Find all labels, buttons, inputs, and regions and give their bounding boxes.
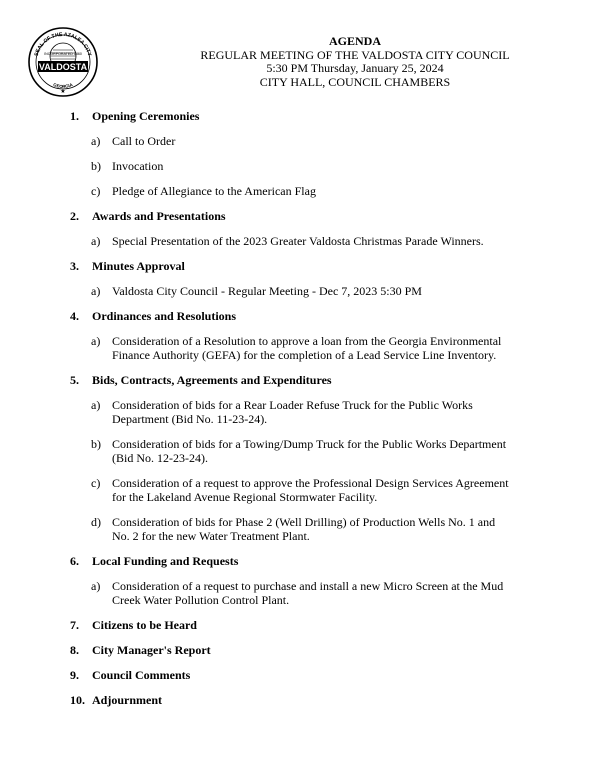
section-title-text: Bids, Contracts, Agreements and Expenditures [92, 373, 332, 387]
agenda-section-title [70, 109, 570, 123]
section-number: 2. [70, 209, 79, 223]
section-title-text: Awards and Presentations [92, 209, 226, 223]
item-letter: c) [91, 184, 101, 198]
agenda-section-title [70, 554, 570, 568]
item-text: Consideration of bids for Phase 2 (Well Drilling) of Production Wells No. 1 and No. 2 for the new Water Treatment Plant. [112, 515, 496, 543]
agenda-section-title [70, 618, 570, 632]
item-letter: b) [91, 437, 101, 451]
seal-incorporated: INCORPORATED 1860 [44, 52, 82, 56]
section-number: 10. [70, 693, 85, 707]
item-letter: a) [91, 334, 101, 348]
agenda-section-title [70, 309, 570, 323]
item-letter: a) [91, 579, 101, 593]
item-letter: a) [91, 234, 101, 248]
item-text: Valdosta City Council - Regular Meeting - Dec 7, 2023 5:30 PM [112, 284, 422, 298]
item-letter: a) [91, 398, 101, 412]
agenda-item [91, 234, 570, 248]
item-text: Consideration of a Resolution to approve a loan from the Georgia Environmental Finance Authority (GEFA) for the completion of a Lead Service Line Inventory. [112, 334, 502, 362]
section-number: 5. [70, 373, 79, 387]
page-title: AGENDA [328, 34, 381, 48]
item-text: Special Presentation of the 2023 Greater Valdosta Christmas Parade Winners. [112, 234, 484, 248]
item-letter: d) [91, 515, 101, 529]
section-title-text: Local Funding and Requests [92, 554, 239, 568]
agenda-item [91, 515, 570, 543]
agenda-list [70, 109, 570, 707]
section-title-text: Adjournment [92, 693, 163, 707]
section-number: 8. [70, 643, 79, 657]
agenda-item [91, 134, 570, 148]
item-text: Consideration of bids for a Towing/Dump Truck for the Public Works Department (Bid No. 12-23-24). [112, 437, 507, 465]
agenda-section-title [70, 643, 570, 657]
agenda-header [130, 35, 580, 89]
agenda-item [91, 284, 570, 298]
section-number: 3. [70, 259, 79, 273]
agenda-section-title [70, 668, 570, 682]
agenda-section-title [70, 209, 570, 223]
agenda-item [91, 159, 570, 173]
item-letter: a) [91, 284, 101, 298]
agenda-item [91, 398, 570, 426]
section-number: 6. [70, 554, 79, 568]
item-text: Invocation [112, 159, 164, 173]
item-text: Consideration of a request to approve the Professional Design Services Agreement for the Lakeland Avenue Regional Stormwater Facility. [112, 476, 509, 504]
section-number: 7. [70, 618, 79, 632]
section-title-text: Council Comments [92, 668, 191, 682]
seal-top-text: SEAL OF THE AZALEA CITY [33, 31, 93, 57]
agenda-section-title [70, 693, 570, 707]
section-number: 4. [70, 309, 79, 323]
item-letter: b) [91, 159, 101, 173]
item-text: Pledge of Allegiance to the American Flag [112, 184, 316, 198]
agenda-item [91, 184, 570, 198]
agenda-section-title [70, 259, 570, 273]
agenda-section-title [70, 373, 570, 387]
section-title-text: Citizens to be Heard [92, 618, 197, 632]
meeting-name: REGULAR MEETING OF THE VALDOSTA CITY COUNCIL [200, 47, 510, 62]
item-text: Consideration of a request to purchase and install a new Micro Screen at the Mud Creek Water Pollution Control Plant. [112, 579, 504, 607]
section-title-text: City Manager's Report [92, 643, 211, 657]
item-letter: a) [91, 134, 101, 148]
item-text: Consideration of bids for a Rear Loader Refuse Truck for the Public Works Department (Bid No. 11-23-24). [112, 398, 473, 426]
section-title-text: Opening Ceremonies [92, 109, 200, 123]
section-title-text: Ordinances and Resolutions [92, 309, 237, 323]
section-number: 1. [70, 109, 79, 123]
item-letter: c) [91, 476, 101, 490]
agenda-item [91, 579, 570, 607]
seal-name: VALDOSTA [38, 62, 88, 72]
agenda-item [91, 437, 570, 465]
section-title-text: Minutes Approval [92, 259, 185, 273]
star-icon: ★ [60, 89, 66, 95]
section-number: 9. [70, 668, 79, 682]
seal-state: GEORGIA [52, 81, 74, 90]
agenda-item [91, 476, 570, 504]
meeting-location: CITY HALL, COUNCIL CHAMBERS [259, 74, 451, 89]
city-seal-logo [27, 26, 99, 98]
meeting-datetime: 5:30 PM Thursday, January 25, 2024 [266, 61, 444, 75]
item-text: Call to Order [112, 134, 176, 148]
agenda-item [91, 334, 570, 362]
